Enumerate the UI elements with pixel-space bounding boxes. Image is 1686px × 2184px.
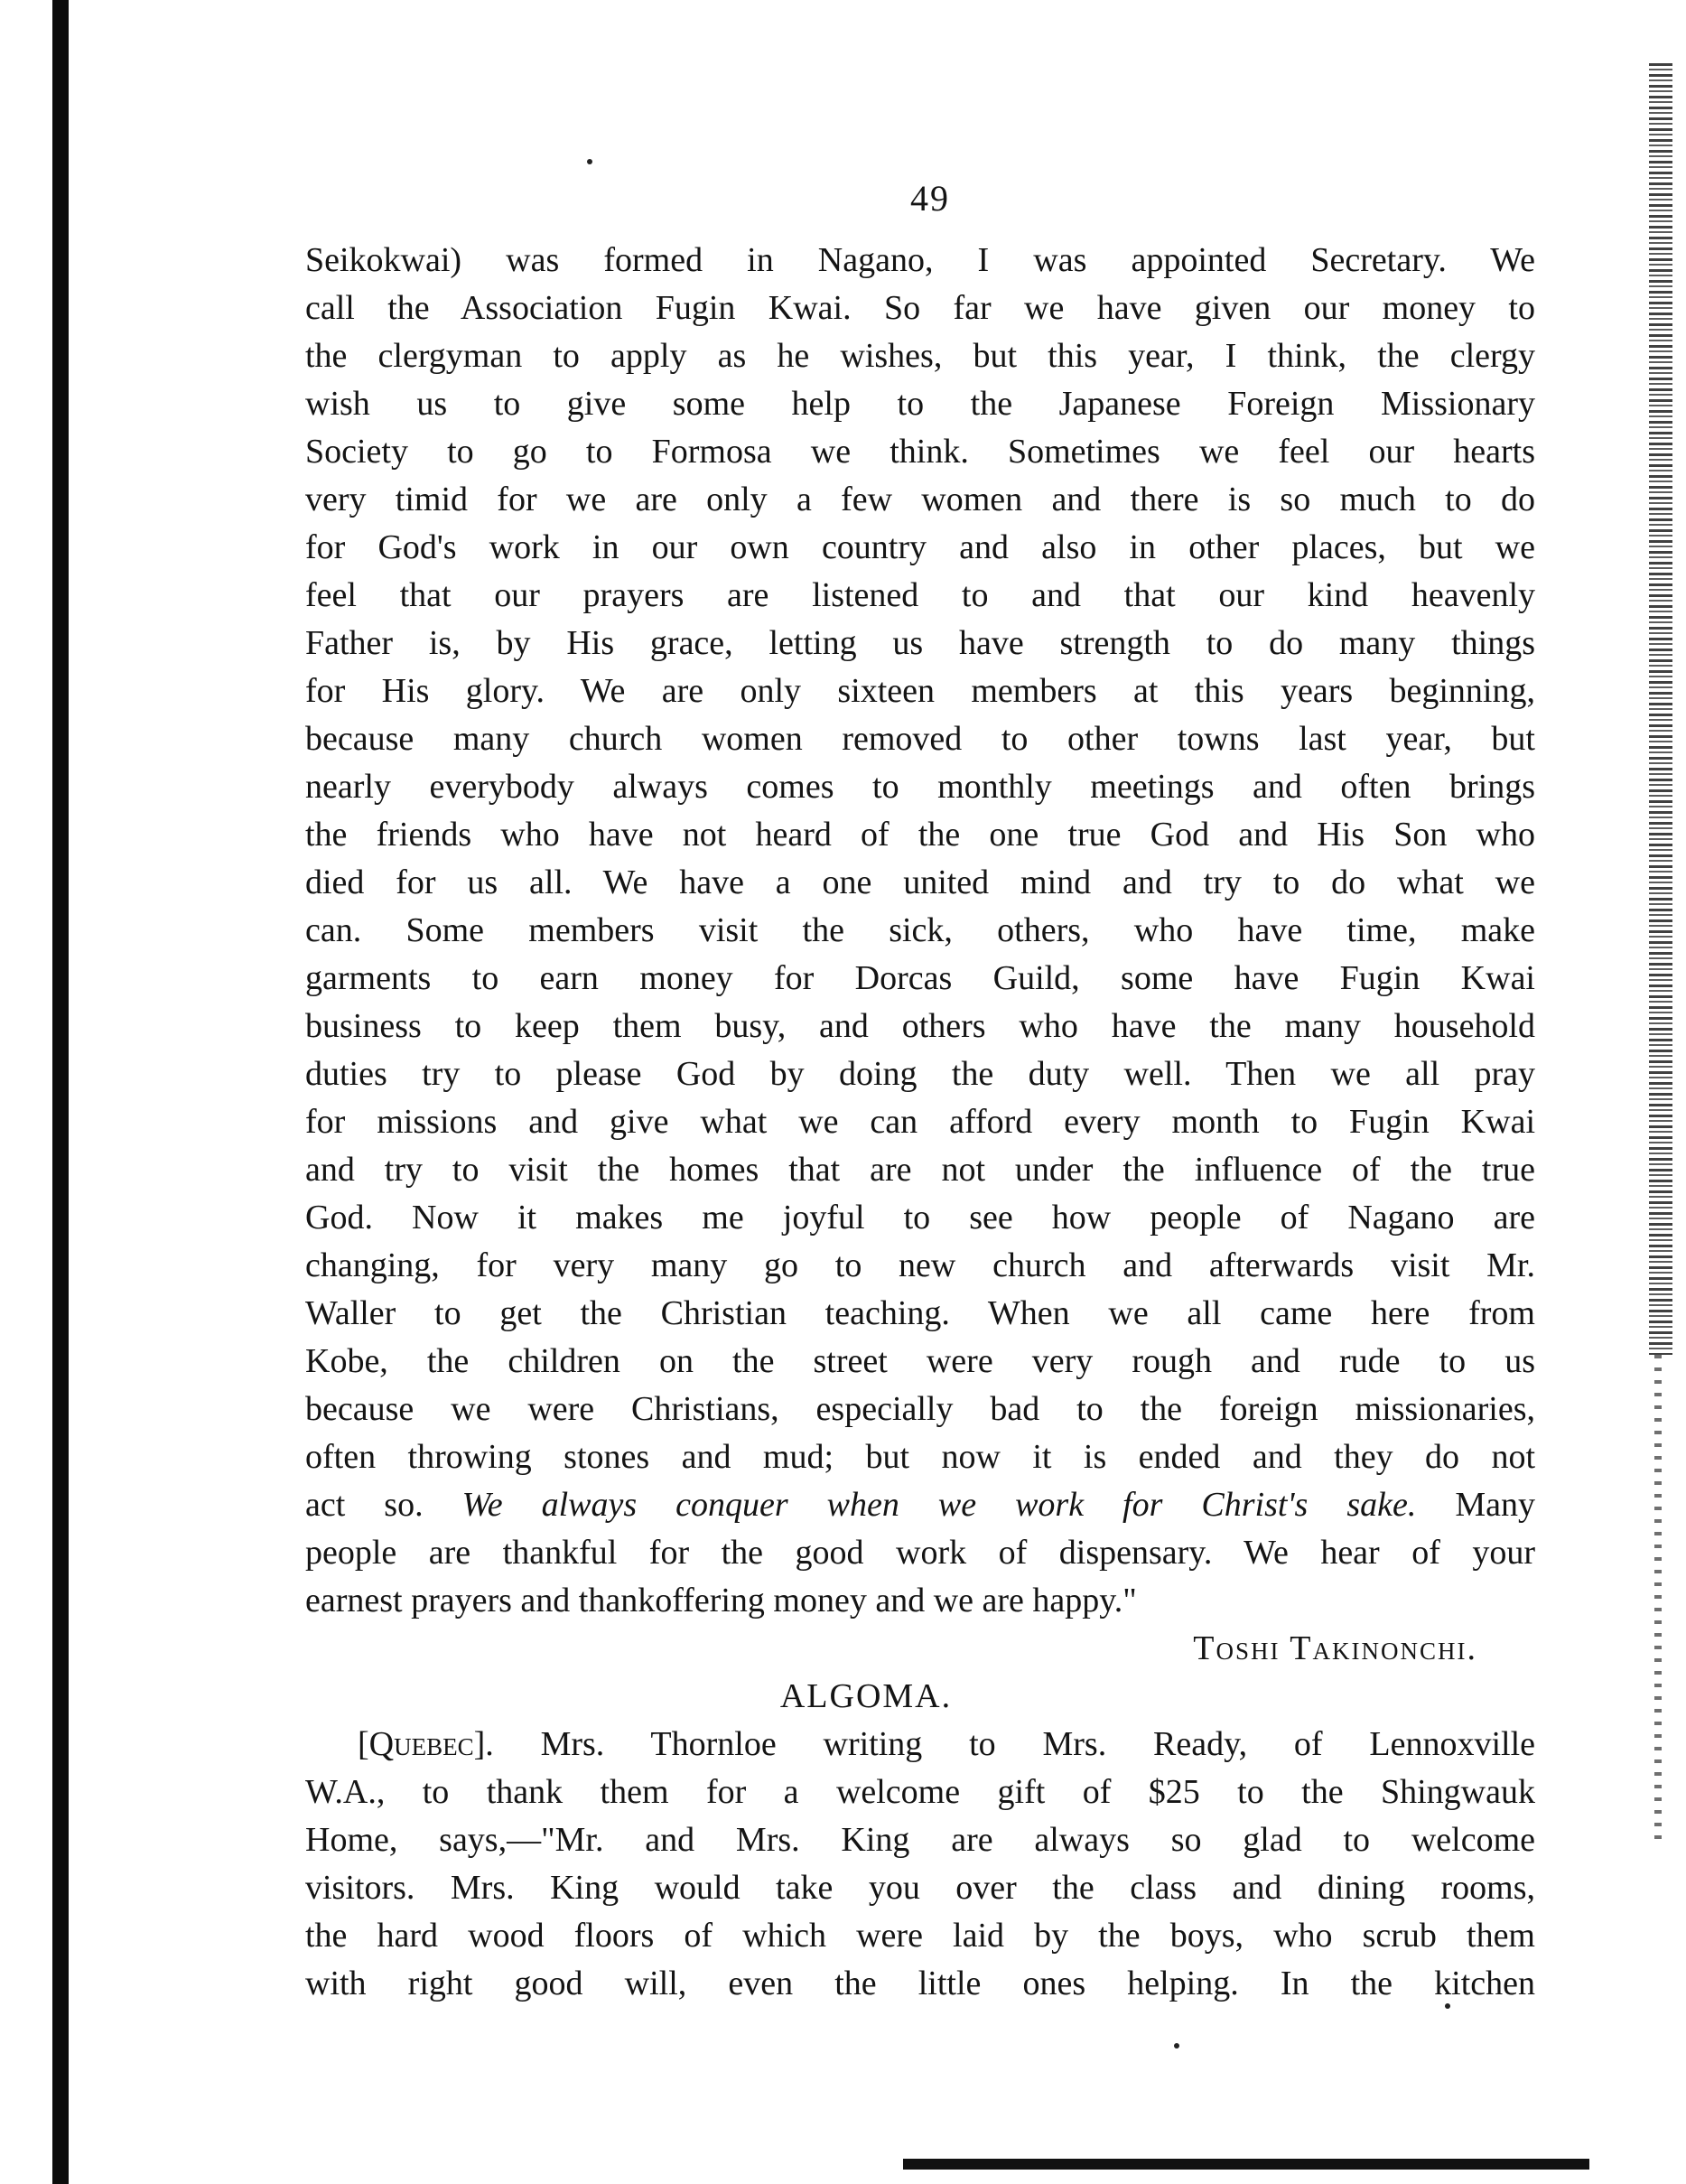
scan-speck (587, 159, 592, 164)
scan-binding-edge (52, 0, 69, 2184)
page-number: 49 (910, 178, 950, 219)
section-heading: ALGOMA. (779, 1677, 953, 1715)
text-line: the friends who have not heard of the one true God and His Son who (305, 816, 1535, 854)
scan-bottom-rule (903, 2159, 1589, 2170)
text-line: for God's work in our own country and also in other places, but we (305, 528, 1535, 566)
text-line: God. Now it makes me joyful to see how people of Nagano are (305, 1199, 1535, 1237)
text-line: call the Association Fugin Kwai. So far we have given our money to (305, 289, 1535, 327)
text-line: Waller to get the Christian teaching. When we all came here from (305, 1294, 1535, 1332)
text-line (305, 1721, 1535, 1769)
text-line: W.A., to thank them for a welcome gift of $25 to the Shingwauk (305, 1773, 1535, 1811)
text-line: Home, says,—"Mr. and Mrs. King are always so glad to welcome (305, 1821, 1535, 1859)
italic-motto: We always conquer when we work for Christ's sake. (461, 1486, 1417, 1524)
text-line: people are thankful for the good work of dispensary. We hear of your (305, 1534, 1535, 1572)
text-line: with right good will, even the little ones helping. In the kitchen (305, 1965, 1535, 2002)
text-line: duties try to please God by doing the duty well. Then we all pray (305, 1055, 1535, 1093)
scan-right-edge-noise (1649, 63, 1672, 1355)
text-line: the hard wood floors of which were laid by the boys, who scrub them (305, 1917, 1535, 1955)
text-line: the clergyman to apply as he wishes, but this year, I think, the clergy (305, 337, 1535, 375)
text-line: and try to visit the homes that are not under the influence of the true (305, 1151, 1535, 1189)
text-line: nearly everybody always comes to monthly meetings and often brings (305, 768, 1535, 806)
text-line: earnest prayers and thankoffering money and we are happy." (305, 1582, 1137, 1619)
text-line-with-italic (305, 1481, 1535, 1529)
scan-speck (1174, 2043, 1179, 2049)
text-line: for missions and give what we can afford every month to Fugin Kwai (305, 1103, 1535, 1141)
body-text (305, 237, 1535, 2008)
text-line: changing, for very many go to new church and afterwards visit Mr. (305, 1246, 1535, 1284)
text-line: wish us to give some help to the Japanese Foreign Missionary (305, 385, 1535, 423)
text-line: very timid for we are only a few women and there is so much to do (305, 481, 1535, 518)
text-line: because we were Christians, especially bad to the foreign missionaries, (305, 1390, 1535, 1428)
text-fragment: Mrs. Thornloe writing to Mrs. Ready, of Lennoxville (540, 1725, 1535, 1763)
text-line: often throwing stones and mud; but now it is ended and they do not (305, 1438, 1535, 1476)
text-fragment: Many (1455, 1486, 1536, 1524)
text-line: Seikokwai) was formed in Nagano, I was appointed Secretary. We (305, 241, 1535, 279)
text-line: feel that our prayers are listened to and that our kind heavenly (305, 576, 1535, 614)
text-line: can. Some members visit the sick, others, who have time, make (305, 911, 1535, 949)
text-line: garments to earn money for Dorcas Guild, some have Fugin Kwai (305, 959, 1535, 997)
text-line: died for us all. We have a one united mind and try to do what we (305, 863, 1535, 901)
location-label: [Quebec]. (358, 1725, 494, 1763)
text-line: business to keep them busy, and others who have the many household (305, 1007, 1535, 1045)
text-line: because many church women removed to other towns last year, but (305, 720, 1535, 758)
text-line: Father is, by His grace, letting us have strength to do many things (305, 624, 1535, 662)
text-line: Society to go to Formosa we think. Sometimes we feel our hearts (305, 433, 1535, 471)
text-fragment: act so. (305, 1486, 424, 1524)
scan-right-edge-noise-lower (1654, 1355, 1662, 1843)
letter-signature: Toshi Takinonchi. (1193, 1629, 1477, 1667)
text-line: Kobe, the children on the street were very rough and rude to us (305, 1342, 1535, 1380)
text-line: visitors. Mrs. King would take you over the class and dining rooms, (305, 1869, 1535, 1907)
text-line: for His glory. We are only sixteen members at this years beginning, (305, 672, 1535, 710)
